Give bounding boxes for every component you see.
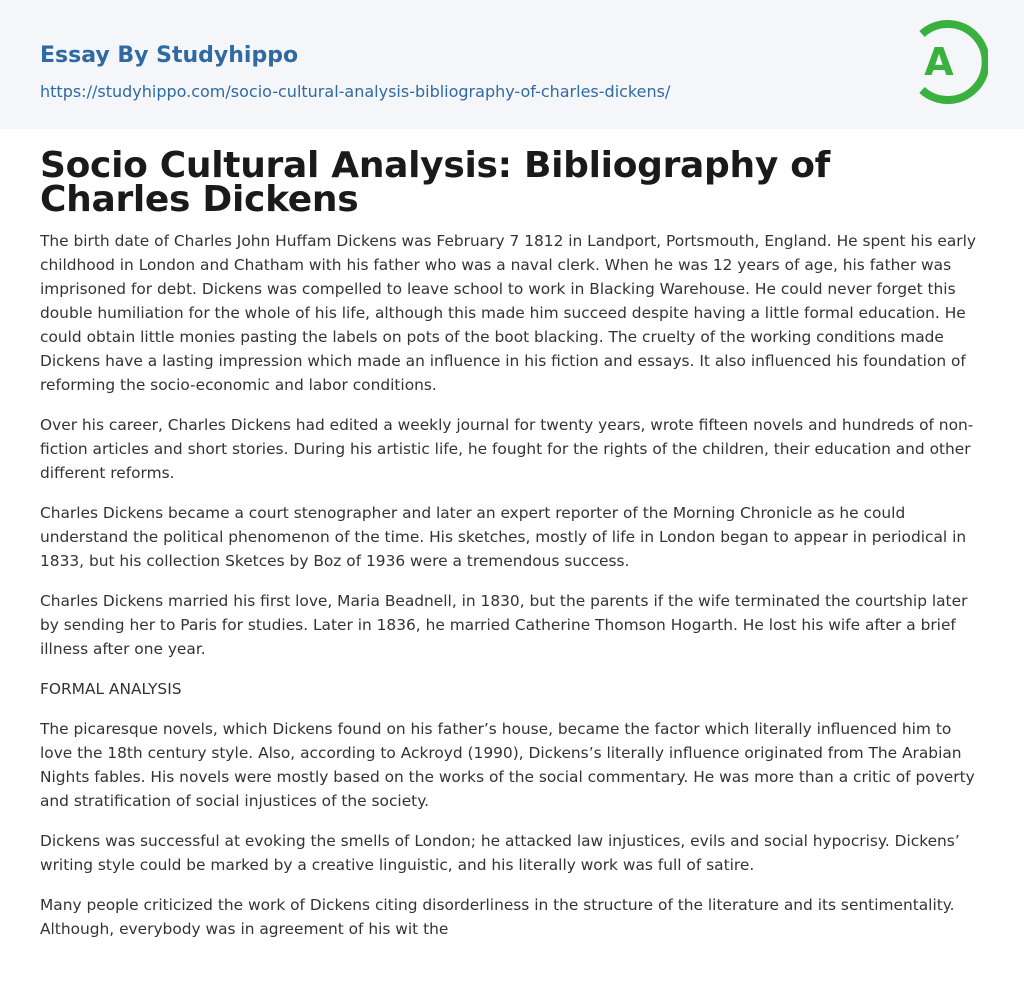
paragraph: The birth date of Charles John Huffam Dickens was February 7 1812 in Landport, Portsmouth, England. He spent his early childhood in London and Chatham with his father who was a naval clerk. When he was 12 years of age, his father was imprisoned for debt. Dickens was compelled to leave school to work in Blacking Warehouse. He could never forget this double humiliation for the whole of his life, although this made him succeed despite having a little formal education. He could obtain little monies pasting the labels on pots of the boot blacking. The cruelty of the working conditions made Dickens have a lasting impression which made an influence in his fiction and essays. It also influenced his foundation of reforming the socio-economic and labor conditions. xyxy=(40,232,977,394)
site-title[interactable]: Essay By Studyhippo xyxy=(40,43,299,68)
paragraph: Over his career, Charles Dickens had edited a weekly journal for twenty years, wrote fifteen novels and hundreds of non-fiction articles and short stories. During his artistic life, he fought for the rights of the children, their education and other different reforms. xyxy=(40,416,974,482)
paragraph: Charles Dickens married his first love, Maria Beadnell, in 1830, but the parents if the wife terminated the courtship later by sending her to Paris for studies. Later in 1836, he married Catherine Thomson Hogarth. He lost his wife after a brief illness after one year. xyxy=(40,592,968,658)
paragraph: Many people criticized the work of Dickens citing disorderliness in the structure of the literature and its sentimentality. Although, everybody was in agreement of his wit the xyxy=(40,896,955,938)
studyhippo-logo-icon[interactable] xyxy=(912,18,988,106)
logo-letter: A xyxy=(924,40,954,84)
paragraph: Dickens was successful at evoking the smells of London; he attacked law injustices, evils and social hypocrisy. Dickens’ writing style could be marked by a creative linguistic, and his literally work was full of satire. xyxy=(40,832,960,874)
essay-url-link[interactable]: https://studyhippo.com/socio-cultural-analysis-bibliography-of-charles-dickens/ xyxy=(40,82,671,101)
article-title: Socio Cultural Analysis: Bibliography of Charles Dickens xyxy=(40,145,831,220)
paragraph: Charles Dickens became a court stenographer and later an expert reporter of the Morning Chronicle as he could understand the political phenomenon of the time. His sketches, mostly of life in London began to appear in periodical in 1833, but his collection Sketces by Boz of 1936 were a tremendous success. xyxy=(40,504,967,570)
article xyxy=(0,145,1024,941)
site-header xyxy=(0,0,1024,129)
section-heading: FORMAL ANALYSIS xyxy=(40,680,182,698)
paragraph: The picaresque novels, which Dickens found on his father’s house, became the factor which literally influenced him to love the 18th century style. Also, according to Ackroyd (1990), Dickens’s literally influence originated from The Arabian Nights fables. His novels were mostly based on the works of the social commentary. He was more than a critic of poverty and stratification of social injustices of the society. xyxy=(40,720,975,810)
